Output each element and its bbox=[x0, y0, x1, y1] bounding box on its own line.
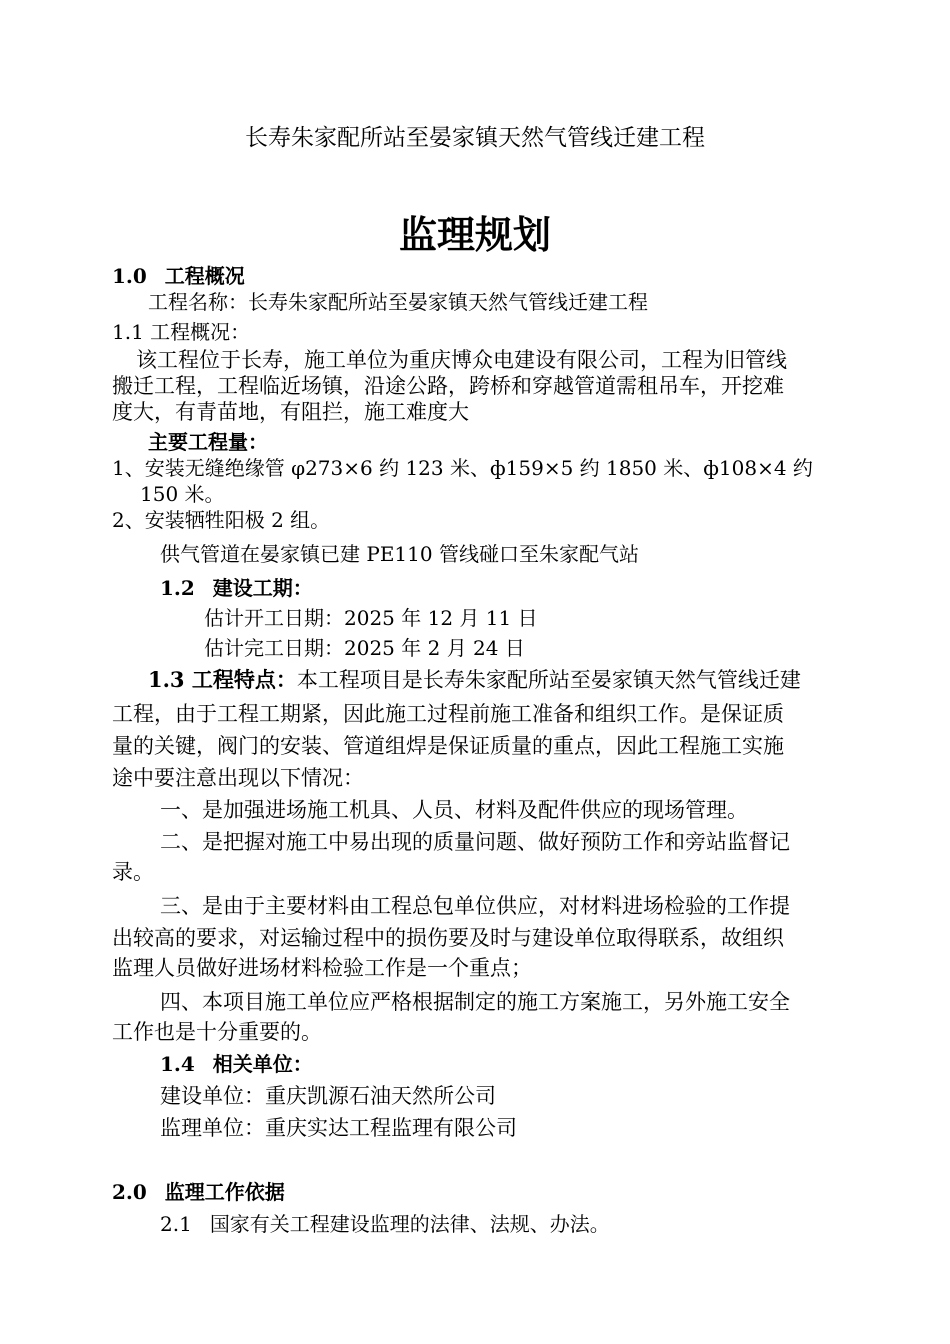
section-1-4-title: 相关单位： bbox=[212, 1052, 313, 1076]
section-2-1-number: 2.1 bbox=[160, 1212, 192, 1236]
quantity-item-2: 2、安装牺牲阳极 2 组。 bbox=[112, 508, 331, 532]
section-1-3-cont: 量的关键，阀门的安装、管道组焊是保证质量的重点，因此工程施工实施 bbox=[112, 734, 784, 758]
section-2-title: 监理工作依据 bbox=[164, 1180, 285, 1204]
section-1-heading bbox=[112, 262, 245, 290]
point-4-cont: 工作也是十分重要的。 bbox=[112, 1020, 322, 1044]
overview-line: 搬迁工程，工程临近场镇，沿途公路，跨桥和穿越管道需租吊车，开挖难 bbox=[112, 374, 784, 398]
section-1-3-cont: 途中要注意出现以下情况： bbox=[112, 766, 364, 790]
project-name: 工程名称：长寿朱家配所站至晏家镇天然气管线迁建工程 bbox=[148, 290, 648, 314]
section-1-3-line bbox=[148, 666, 801, 694]
supervisor-unit: 监理单位：重庆实达工程监理有限公司 bbox=[160, 1116, 517, 1140]
section-2-number: 2.0 bbox=[112, 1180, 147, 1204]
owner-unit: 建设单位：重庆凯源石油天然所公司 bbox=[160, 1084, 496, 1108]
point-3: 三、是由于主要材料由工程总包单位供应，对材料进场检验的工作提 bbox=[160, 894, 790, 918]
section-1-4-heading bbox=[160, 1050, 313, 1078]
section-1-3-text: 本工程项目是长寿朱家配所站至晏家镇天然气管线迁建 bbox=[296, 668, 801, 692]
overview-line: 该工程位于长寿，施工单位为重庆博众电建设有限公司，工程为旧管线 bbox=[136, 348, 787, 372]
section-1-3-cont: 工程，由于工程工期紧，因此施工过程前施工准备和组织工作。是保证质 bbox=[112, 702, 784, 726]
quantity-heading: 主要工程量： bbox=[148, 430, 268, 454]
point-3-cont: 监理人员做好进场材料检验工作是一个重点； bbox=[112, 956, 532, 980]
overview-line: 度大，有青苗地，有阻拦，施工难度大 bbox=[112, 400, 469, 424]
section-1-2-number: 1.2 bbox=[160, 576, 195, 600]
section-2-1 bbox=[160, 1210, 610, 1238]
point-2-cont: 录。 bbox=[112, 860, 154, 884]
point-4: 四、本项目施工单位应严格根据制定的施工方案施工，另外施工安全 bbox=[160, 990, 790, 1014]
section-1-2-title: 建设工期： bbox=[212, 576, 313, 600]
overview-label: 1.1 工程概况： bbox=[112, 320, 251, 344]
quantity-item-1: 1、安装无缝绝缘管 φ273×6 约 123 米、ф159×5 约 1850 米、ф108×4 约 bbox=[112, 456, 813, 480]
section-2-1-text: 国家有关工程建设监理的法律、法规、办法。 bbox=[209, 1212, 610, 1236]
section-1-2-heading bbox=[160, 574, 313, 602]
project-subtitle: 长寿朱家配所站至晏家镇天然气管线迁建工程 bbox=[245, 125, 705, 151]
section-1-title: 工程概况 bbox=[164, 264, 245, 288]
section-2-heading bbox=[112, 1178, 285, 1206]
start-date: 估计开工日期：2025 年 12 月 11 日 bbox=[204, 606, 538, 630]
supply-line: 供气管道在晏家镇已建 PE110 管线碰口至朱家配气站 bbox=[160, 542, 639, 566]
point-1: 一、是加强进场施工机具、人员、材料及配件供应的现场管理。 bbox=[160, 798, 748, 822]
section-1-4-number: 1.4 bbox=[160, 1052, 195, 1076]
point-3-cont: 出较高的要求，对运输过程中的损伤要及时与建设单位取得联系，故组织 bbox=[112, 926, 784, 950]
end-date: 估计完工日期：2025 年 2 月 24 日 bbox=[204, 636, 525, 660]
section-1-number: 1.0 bbox=[112, 264, 147, 288]
quantity-item-1-cont: 150 米。 bbox=[140, 482, 225, 506]
section-1-3-label: 1.3 工程特点： bbox=[148, 667, 297, 692]
point-2: 二、是把握对施工中易出现的质量问题、做好预防工作和旁站监督记 bbox=[160, 830, 790, 854]
document-title: 监理规划 bbox=[398, 212, 551, 257]
